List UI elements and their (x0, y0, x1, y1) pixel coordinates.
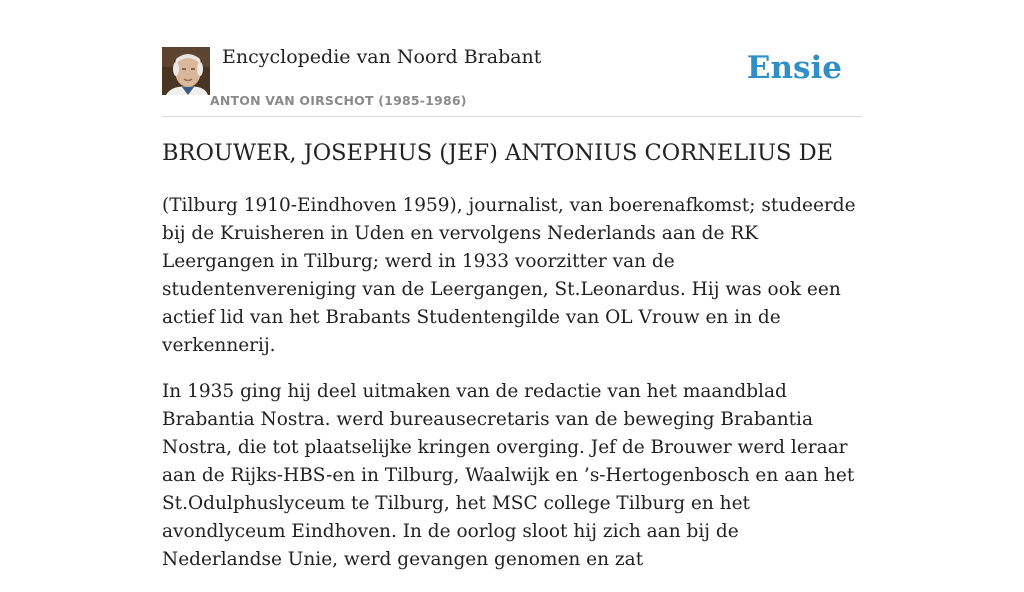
entry-paragraph: (Tilburg 1910-Eindhoven 1959), journalist, van boerenafkomst; studeerde bij de Kruisheren in Uden en vervolgens Nederlands aan de RK Leergangen in Tilburg; werd in 1933 voorzitter van de studentenvereniging van de Leergangen, St.Leonardus. Hij was ook een actief lid van het Brabants Studentengilde van OL Vrouw en in de verkennerij. (162, 195, 856, 356)
entry-paragraph: In 1935 ging hij deel uitmaken van de redactie van het maandblad Brabantia Nostra. werd bureausecretaris van de beweging Brabantia Nostra, die tot plaatselijke kringen overging. Jef de Brouwer werd leraar aan de Rijks-HBS-en in Tilburg, Waalwijk en ’s-Hertogenbosch en aan het St.Odulphuslyceum te Tilburg, het MSC college Tilburg en het avondlyceum Eindhoven. In de oorlog sloot hij zich aan bij de Nederlandse Unie, werd gevangen genomen en zat (162, 381, 855, 570)
author-name[interactable]: ANTON VAN OIRSCHOT (1985-1986) (210, 93, 467, 108)
entry-body (162, 192, 862, 592)
publication-title[interactable]: Encyclopedie van Noord Brabant (222, 46, 542, 68)
ensie-logo-link[interactable]: Ensie (746, 50, 842, 86)
header (162, 0, 862, 117)
author-avatar[interactable] (162, 47, 210, 95)
entry-title: BROUWER, JOSEPHUS (JEF) ANTONIUS CORNELIUS DE (162, 140, 834, 166)
author-portrait-icon (162, 47, 210, 95)
page (162, 0, 862, 570)
